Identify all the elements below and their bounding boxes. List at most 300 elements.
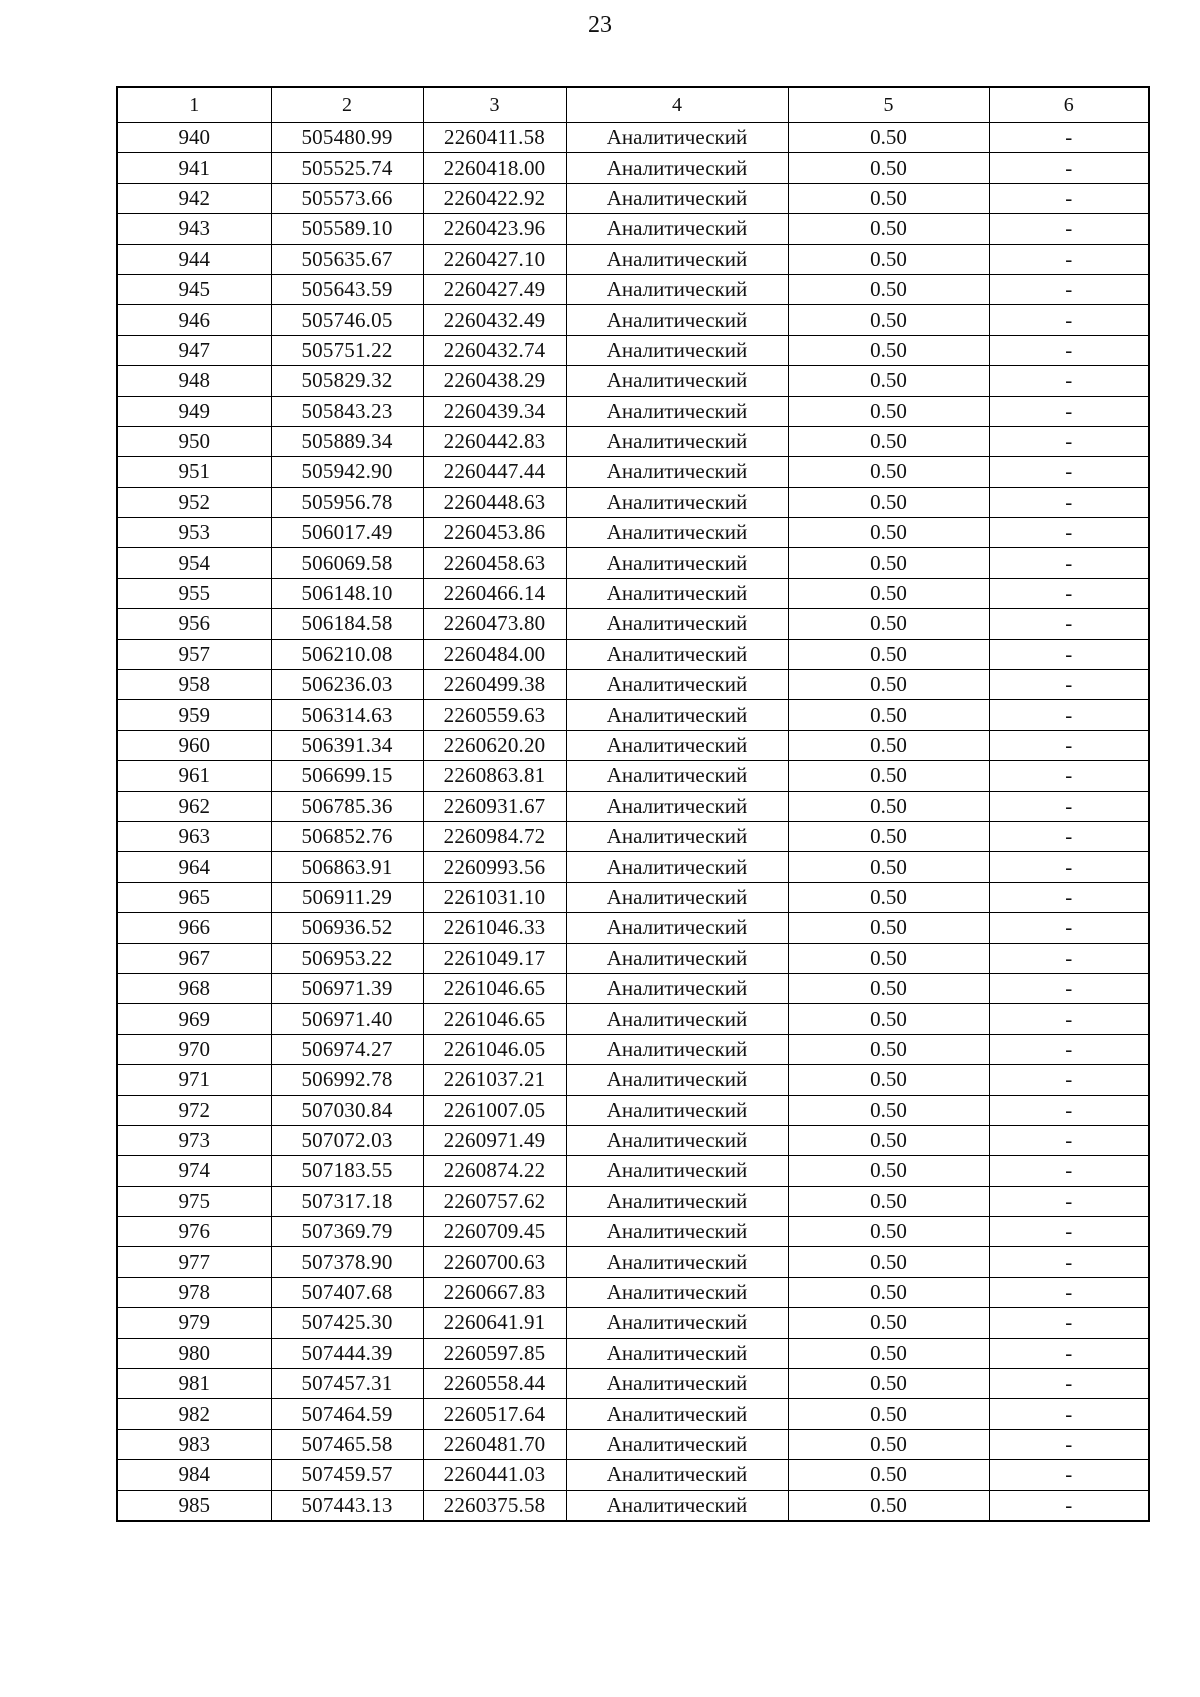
point-number-cell: 968: [117, 973, 271, 1003]
method-cell: Аналитический: [566, 852, 788, 882]
y-coordinate-cell: 2260517.64: [423, 1399, 566, 1429]
table-row: [117, 639, 1149, 669]
page-number: 23: [588, 12, 612, 38]
point-number-cell: 984: [117, 1460, 271, 1490]
y-coordinate-cell: 2260375.58: [423, 1490, 566, 1521]
header-row: [117, 87, 1149, 123]
accuracy-cell: 0.50: [788, 1186, 989, 1216]
method-cell: Аналитический: [566, 578, 788, 608]
y-coordinate-cell: 2260453.86: [423, 518, 566, 548]
table-row: [117, 305, 1149, 335]
y-coordinate-cell: 2260427.49: [423, 274, 566, 304]
point-number-cell: 940: [117, 123, 271, 153]
x-coordinate-cell: 506017.49: [271, 518, 423, 548]
y-coordinate-cell: 2260432.49: [423, 305, 566, 335]
table-row: [117, 943, 1149, 973]
x-coordinate-cell: 507378.90: [271, 1247, 423, 1277]
accuracy-cell: 0.50: [788, 1277, 989, 1307]
table-row: [117, 123, 1149, 153]
method-cell: Аналитический: [566, 670, 788, 700]
y-coordinate-cell: 2260473.80: [423, 609, 566, 639]
method-cell: Аналитический: [566, 214, 788, 244]
table-row: [117, 426, 1149, 456]
point-number-cell: 981: [117, 1369, 271, 1399]
note-cell: -: [989, 396, 1149, 426]
point-number-cell: 967: [117, 943, 271, 973]
method-cell: Аналитический: [566, 1217, 788, 1247]
note-cell: -: [989, 700, 1149, 730]
column-header-3: 3: [423, 87, 566, 123]
accuracy-cell: 0.50: [788, 518, 989, 548]
x-coordinate-cell: 506971.39: [271, 973, 423, 1003]
note-cell: -: [989, 274, 1149, 304]
table-row: [117, 730, 1149, 760]
note-cell: -: [989, 518, 1149, 548]
method-cell: Аналитический: [566, 1338, 788, 1368]
y-coordinate-cell: 2260448.63: [423, 487, 566, 517]
y-coordinate-cell: 2260993.56: [423, 852, 566, 882]
table-row: [117, 791, 1149, 821]
y-coordinate-cell: 2260484.00: [423, 639, 566, 669]
point-number-cell: 976: [117, 1217, 271, 1247]
note-cell: -: [989, 1186, 1149, 1216]
x-coordinate-cell: 506911.29: [271, 882, 423, 912]
y-coordinate-cell: 2260700.63: [423, 1247, 566, 1277]
accuracy-cell: 0.50: [788, 700, 989, 730]
point-number-cell: 950: [117, 426, 271, 456]
point-number-cell: 956: [117, 609, 271, 639]
x-coordinate-cell: 507457.31: [271, 1369, 423, 1399]
y-coordinate-cell: 2260597.85: [423, 1338, 566, 1368]
point-number-cell: 941: [117, 153, 271, 183]
table-row: [117, 366, 1149, 396]
note-cell: -: [989, 366, 1149, 396]
accuracy-cell: 0.50: [788, 366, 989, 396]
note-cell: -: [989, 214, 1149, 244]
point-number-cell: 958: [117, 670, 271, 700]
note-cell: -: [989, 244, 1149, 274]
method-cell: Аналитический: [566, 1369, 788, 1399]
column-header-2: 2: [271, 87, 423, 123]
table-row: [117, 913, 1149, 943]
point-number-cell: 962: [117, 791, 271, 821]
point-number-cell: 957: [117, 639, 271, 669]
method-cell: Аналитический: [566, 1247, 788, 1277]
method-cell: Аналитический: [566, 700, 788, 730]
method-cell: Аналитический: [566, 1156, 788, 1186]
y-coordinate-cell: 2260558.44: [423, 1369, 566, 1399]
point-number-cell: 955: [117, 578, 271, 608]
table-row: [117, 1399, 1149, 1429]
point-number-cell: 965: [117, 882, 271, 912]
accuracy-cell: 0.50: [788, 609, 989, 639]
accuracy-cell: 0.50: [788, 943, 989, 973]
x-coordinate-cell: 506863.91: [271, 852, 423, 882]
x-coordinate-cell: 506936.52: [271, 913, 423, 943]
accuracy-cell: 0.50: [788, 973, 989, 1003]
point-number-cell: 964: [117, 852, 271, 882]
x-coordinate-cell: 505942.90: [271, 457, 423, 487]
accuracy-cell: 0.50: [788, 1095, 989, 1125]
table-row: [117, 214, 1149, 244]
x-coordinate-cell: 506314.63: [271, 700, 423, 730]
x-coordinate-cell: 507444.39: [271, 1338, 423, 1368]
x-coordinate-cell: 505480.99: [271, 123, 423, 153]
table-row: [117, 1460, 1149, 1490]
method-cell: Аналитический: [566, 791, 788, 821]
y-coordinate-cell: 2260447.44: [423, 457, 566, 487]
point-number-cell: 970: [117, 1034, 271, 1064]
table-row: [117, 1095, 1149, 1125]
table-row: [117, 1338, 1149, 1368]
column-header-5: 5: [788, 87, 989, 123]
note-cell: -: [989, 1399, 1149, 1429]
table-row: [117, 882, 1149, 912]
x-coordinate-cell: 506971.40: [271, 1004, 423, 1034]
note-cell: -: [989, 1034, 1149, 1064]
x-coordinate-cell: 507369.79: [271, 1217, 423, 1247]
accuracy-cell: 0.50: [788, 396, 989, 426]
y-coordinate-cell: 2260442.83: [423, 426, 566, 456]
y-coordinate-cell: 2261031.10: [423, 882, 566, 912]
note-cell: -: [989, 913, 1149, 943]
note-cell: -: [989, 821, 1149, 851]
table-row: [117, 244, 1149, 274]
note-cell: -: [989, 457, 1149, 487]
method-cell: Аналитический: [566, 761, 788, 791]
x-coordinate-cell: 505746.05: [271, 305, 423, 335]
method-cell: Аналитический: [566, 1460, 788, 1490]
table-row: [117, 852, 1149, 882]
x-coordinate-cell: 506069.58: [271, 548, 423, 578]
method-cell: Аналитический: [566, 1186, 788, 1216]
accuracy-cell: 0.50: [788, 670, 989, 700]
column-header-1: 1: [117, 87, 271, 123]
method-cell: Аналитический: [566, 730, 788, 760]
method-cell: Аналитический: [566, 183, 788, 213]
accuracy-cell: 0.50: [788, 1490, 989, 1521]
note-cell: -: [989, 426, 1149, 456]
note-cell: -: [989, 791, 1149, 821]
method-cell: Аналитический: [566, 1034, 788, 1064]
accuracy-cell: 0.50: [788, 305, 989, 335]
method-cell: Аналитический: [566, 1308, 788, 1338]
y-coordinate-cell: 2261046.33: [423, 913, 566, 943]
accuracy-cell: 0.50: [788, 913, 989, 943]
point-number-cell: 942: [117, 183, 271, 213]
method-cell: Аналитический: [566, 882, 788, 912]
point-number-cell: 953: [117, 518, 271, 548]
note-cell: -: [989, 1095, 1149, 1125]
x-coordinate-cell: 505843.23: [271, 396, 423, 426]
table-row: [117, 548, 1149, 578]
note-cell: -: [989, 487, 1149, 517]
x-coordinate-cell: 507317.18: [271, 1186, 423, 1216]
x-coordinate-cell: 505956.78: [271, 487, 423, 517]
method-cell: Аналитический: [566, 153, 788, 183]
point-number-cell: 963: [117, 821, 271, 851]
table-row: [117, 1308, 1149, 1338]
x-coordinate-cell: 506992.78: [271, 1065, 423, 1095]
table-row: [117, 1156, 1149, 1186]
x-coordinate-cell: 505643.59: [271, 274, 423, 304]
method-cell: Аналитический: [566, 639, 788, 669]
note-cell: -: [989, 578, 1149, 608]
method-cell: Аналитический: [566, 457, 788, 487]
accuracy-cell: 0.50: [788, 761, 989, 791]
method-cell: Аналитический: [566, 305, 788, 335]
note-cell: -: [989, 1369, 1149, 1399]
accuracy-cell: 0.50: [788, 852, 989, 882]
x-coordinate-cell: 507464.59: [271, 1399, 423, 1429]
point-number-cell: 978: [117, 1277, 271, 1307]
x-coordinate-cell: 506210.08: [271, 639, 423, 669]
table-row: [117, 578, 1149, 608]
point-number-cell: 943: [117, 214, 271, 244]
x-coordinate-cell: 506148.10: [271, 578, 423, 608]
y-coordinate-cell: 2260559.63: [423, 700, 566, 730]
y-coordinate-cell: 2260757.62: [423, 1186, 566, 1216]
x-coordinate-cell: 507072.03: [271, 1125, 423, 1155]
y-coordinate-cell: 2260432.74: [423, 335, 566, 365]
note-cell: -: [989, 973, 1149, 1003]
point-number-cell: 982: [117, 1399, 271, 1429]
x-coordinate-cell: 507425.30: [271, 1308, 423, 1338]
y-coordinate-cell: 2260418.00: [423, 153, 566, 183]
accuracy-cell: 0.50: [788, 1338, 989, 1368]
x-coordinate-cell: 505589.10: [271, 214, 423, 244]
y-coordinate-cell: 2260971.49: [423, 1125, 566, 1155]
accuracy-cell: 0.50: [788, 153, 989, 183]
accuracy-cell: 0.50: [788, 244, 989, 274]
table-row: [117, 609, 1149, 639]
y-coordinate-cell: 2261046.65: [423, 973, 566, 1003]
note-cell: -: [989, 1338, 1149, 1368]
accuracy-cell: 0.50: [788, 882, 989, 912]
accuracy-cell: 0.50: [788, 1125, 989, 1155]
method-cell: Аналитический: [566, 821, 788, 851]
table-row: [117, 1004, 1149, 1034]
accuracy-cell: 0.50: [788, 457, 989, 487]
accuracy-cell: 0.50: [788, 1034, 989, 1064]
table-row: [117, 973, 1149, 1003]
accuracy-cell: 0.50: [788, 821, 989, 851]
accuracy-cell: 0.50: [788, 1460, 989, 1490]
x-coordinate-cell: 506184.58: [271, 609, 423, 639]
table-row: [117, 1429, 1149, 1459]
point-number-cell: 949: [117, 396, 271, 426]
x-coordinate-cell: 506852.76: [271, 821, 423, 851]
y-coordinate-cell: 2261049.17: [423, 943, 566, 973]
method-cell: Аналитический: [566, 274, 788, 304]
note-cell: -: [989, 548, 1149, 578]
x-coordinate-cell: 506236.03: [271, 670, 423, 700]
method-cell: Аналитический: [566, 426, 788, 456]
x-coordinate-cell: 507459.57: [271, 1460, 423, 1490]
accuracy-cell: 0.50: [788, 335, 989, 365]
table-row: [117, 761, 1149, 791]
y-coordinate-cell: 2261046.05: [423, 1034, 566, 1064]
accuracy-cell: 0.50: [788, 1429, 989, 1459]
method-cell: Аналитический: [566, 1004, 788, 1034]
accuracy-cell: 0.50: [788, 639, 989, 669]
note-cell: -: [989, 1217, 1149, 1247]
note-cell: -: [989, 1429, 1149, 1459]
y-coordinate-cell: 2260667.83: [423, 1277, 566, 1307]
point-number-cell: 983: [117, 1429, 271, 1459]
table-row: [117, 183, 1149, 213]
method-cell: Аналитический: [566, 1490, 788, 1521]
table-row: [117, 153, 1149, 183]
accuracy-cell: 0.50: [788, 426, 989, 456]
note-cell: -: [989, 1125, 1149, 1155]
accuracy-cell: 0.50: [788, 1065, 989, 1095]
table-row: [117, 335, 1149, 365]
accuracy-cell: 0.50: [788, 1217, 989, 1247]
point-number-cell: 947: [117, 335, 271, 365]
point-number-cell: 952: [117, 487, 271, 517]
y-coordinate-cell: 2260709.45: [423, 1217, 566, 1247]
method-cell: Аналитический: [566, 943, 788, 973]
table-row: [117, 700, 1149, 730]
x-coordinate-cell: 505751.22: [271, 335, 423, 365]
note-cell: -: [989, 882, 1149, 912]
method-cell: Аналитический: [566, 1429, 788, 1459]
note-cell: -: [989, 1004, 1149, 1034]
y-coordinate-cell: 2261037.21: [423, 1065, 566, 1095]
x-coordinate-cell: 505829.32: [271, 366, 423, 396]
accuracy-cell: 0.50: [788, 1369, 989, 1399]
note-cell: -: [989, 1065, 1149, 1095]
table-row: [117, 1034, 1149, 1064]
x-coordinate-cell: 506953.22: [271, 943, 423, 973]
table-row: [117, 1490, 1149, 1521]
point-number-cell: 960: [117, 730, 271, 760]
x-coordinate-cell: 507407.68: [271, 1277, 423, 1307]
method-cell: Аналитический: [566, 1095, 788, 1125]
table-row: [117, 518, 1149, 548]
accuracy-cell: 0.50: [788, 578, 989, 608]
y-coordinate-cell: 2260439.34: [423, 396, 566, 426]
method-cell: Аналитический: [566, 123, 788, 153]
point-number-cell: 985: [117, 1490, 271, 1521]
y-coordinate-cell: 2260863.81: [423, 761, 566, 791]
note-cell: -: [989, 123, 1149, 153]
accuracy-cell: 0.50: [788, 123, 989, 153]
accuracy-cell: 0.50: [788, 1156, 989, 1186]
note-cell: -: [989, 1247, 1149, 1277]
y-coordinate-cell: 2260984.72: [423, 821, 566, 851]
table-row: [117, 1217, 1149, 1247]
point-number-cell: 951: [117, 457, 271, 487]
point-number-cell: 948: [117, 366, 271, 396]
y-coordinate-cell: 2260423.96: [423, 214, 566, 244]
note-cell: -: [989, 609, 1149, 639]
point-number-cell: 954: [117, 548, 271, 578]
table-header: [117, 87, 1149, 123]
table-row: [117, 821, 1149, 851]
y-coordinate-cell: 2260931.67: [423, 791, 566, 821]
accuracy-cell: 0.50: [788, 1004, 989, 1034]
method-cell: Аналитический: [566, 913, 788, 943]
y-coordinate-cell: 2260427.10: [423, 244, 566, 274]
x-coordinate-cell: 506699.15: [271, 761, 423, 791]
method-cell: Аналитический: [566, 1399, 788, 1429]
table-body: [117, 123, 1149, 1521]
method-cell: Аналитический: [566, 609, 788, 639]
point-number-cell: 975: [117, 1186, 271, 1216]
note-cell: -: [989, 1460, 1149, 1490]
y-coordinate-cell: 2260481.70: [423, 1429, 566, 1459]
table-row: [117, 274, 1149, 304]
y-coordinate-cell: 2260422.92: [423, 183, 566, 213]
table-row: [117, 1247, 1149, 1277]
method-cell: Аналитический: [566, 1277, 788, 1307]
y-coordinate-cell: 2260441.03: [423, 1460, 566, 1490]
y-coordinate-cell: 2260438.29: [423, 366, 566, 396]
column-header-4: 4: [566, 87, 788, 123]
accuracy-cell: 0.50: [788, 1247, 989, 1277]
note-cell: -: [989, 852, 1149, 882]
note-cell: -: [989, 1490, 1149, 1521]
point-number-cell: 961: [117, 761, 271, 791]
note-cell: -: [989, 670, 1149, 700]
y-coordinate-cell: 2260874.22: [423, 1156, 566, 1186]
table-row: [117, 457, 1149, 487]
method-cell: Аналитический: [566, 487, 788, 517]
column-header-6: 6: [989, 87, 1149, 123]
note-cell: -: [989, 335, 1149, 365]
table-row: [117, 670, 1149, 700]
y-coordinate-cell: 2260620.20: [423, 730, 566, 760]
accuracy-cell: 0.50: [788, 1399, 989, 1429]
y-coordinate-cell: 2260499.38: [423, 670, 566, 700]
y-coordinate-cell: 2260466.14: [423, 578, 566, 608]
x-coordinate-cell: 507030.84: [271, 1095, 423, 1125]
x-coordinate-cell: 507443.13: [271, 1490, 423, 1521]
note-cell: -: [989, 730, 1149, 760]
table-row: [117, 487, 1149, 517]
note-cell: -: [989, 1308, 1149, 1338]
point-number-cell: 944: [117, 244, 271, 274]
note-cell: -: [989, 1156, 1149, 1186]
point-number-cell: 966: [117, 913, 271, 943]
x-coordinate-cell: 507465.58: [271, 1429, 423, 1459]
table-row: [117, 1125, 1149, 1155]
accuracy-cell: 0.50: [788, 214, 989, 244]
point-number-cell: 946: [117, 305, 271, 335]
table-row: [117, 1065, 1149, 1095]
note-cell: -: [989, 153, 1149, 183]
x-coordinate-cell: 506391.34: [271, 730, 423, 760]
coordinates-table: [116, 86, 1150, 1522]
x-coordinate-cell: 507183.55: [271, 1156, 423, 1186]
x-coordinate-cell: 505635.67: [271, 244, 423, 274]
method-cell: Аналитический: [566, 366, 788, 396]
accuracy-cell: 0.50: [788, 274, 989, 304]
x-coordinate-cell: 505889.34: [271, 426, 423, 456]
x-coordinate-cell: 506785.36: [271, 791, 423, 821]
accuracy-cell: 0.50: [788, 1308, 989, 1338]
y-coordinate-cell: 2260411.58: [423, 123, 566, 153]
accuracy-cell: 0.50: [788, 791, 989, 821]
point-number-cell: 974: [117, 1156, 271, 1186]
y-coordinate-cell: 2261007.05: [423, 1095, 566, 1125]
note-cell: -: [989, 1277, 1149, 1307]
method-cell: Аналитический: [566, 1065, 788, 1095]
table-row: [117, 1186, 1149, 1216]
method-cell: Аналитический: [566, 335, 788, 365]
